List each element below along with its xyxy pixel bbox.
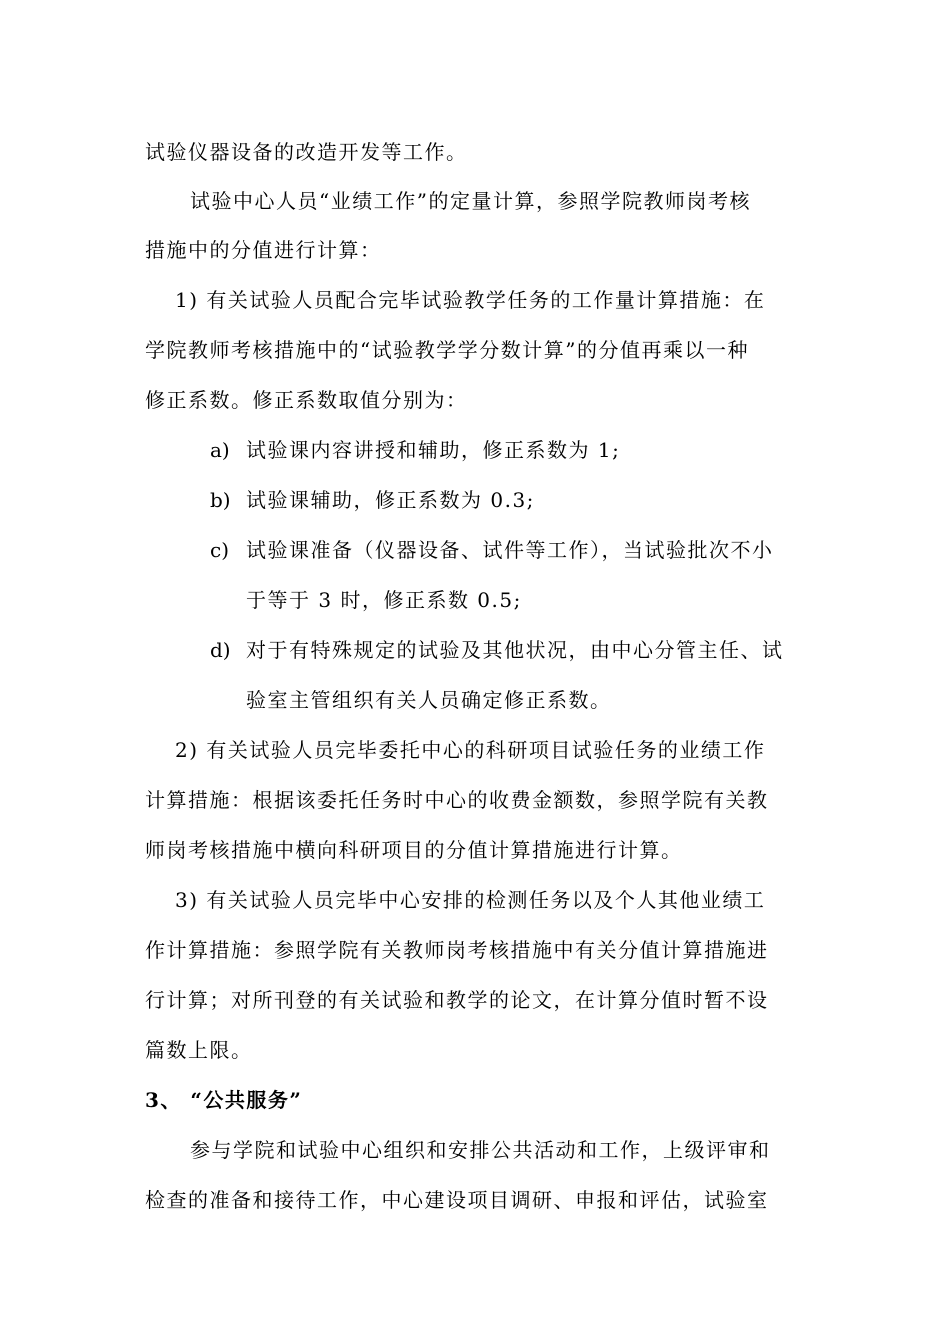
sublist-item-d-cont: 验室主管组织有关人员确定修正系数。 — [246, 688, 612, 712]
sublist-marker-a: a) — [210, 438, 230, 462]
list-item-3: 3) 有关试验人员完毕中心安排的检测任务以及个人其他业绩工 — [175, 888, 766, 912]
paragraph-line: 学院教师考核措施中的“试验教学学分数计算”的分值再乘以一种 — [145, 338, 749, 362]
paragraph-line: 修正系数。修正系数取值分别为： — [145, 388, 468, 412]
paragraph-line: 措施中的分值进行计算： — [145, 238, 382, 262]
section-heading: 3、 “公共服务” — [145, 1088, 303, 1112]
paragraph-line: 试验仪器设备的改造开发等工作。 — [145, 140, 468, 164]
paragraph-line: 计算措施：根据该委托任务时中心的收费金额数，参照学院有关教 — [145, 788, 769, 812]
sublist-item-b: 试验课辅助，修正系数为 0.3; — [246, 488, 535, 512]
sublist-item-c-cont: 于等于 3 时，修正系数 0.5; — [246, 588, 522, 612]
list-item-2: 2) 有关试验人员完毕委托中心的科研项目试验任务的业绩工作 — [175, 738, 766, 762]
list-item-1: 1) 有关试验人员配合完毕试验教学任务的工作量计算措施：在 — [175, 288, 766, 312]
paragraph-line: 参与学院和试验中心组织和安排公共活动和工作，上级评审和 — [190, 1138, 771, 1162]
sublist-marker-c: c) — [210, 538, 230, 562]
paragraph-line: 篇数上限。 — [145, 1038, 253, 1062]
paragraph-line: 检查的准备和接待工作，中心建设项目调研、申报和评估，试验室 — [145, 1188, 769, 1212]
sublist-marker-d: d) — [210, 638, 231, 662]
paragraph-line: 行计算；对所刊登的有关试验和教学的论文，在计算分值时暂不设 — [145, 988, 769, 1012]
paragraph-line: 作计算措施：参照学院有关教师岗考核措施中有关分值计算措施进 — [145, 938, 769, 962]
paragraph-line: 师岗考核措施中横向科研项目的分值计算措施进行计算。 — [145, 838, 683, 862]
sublist-item-d: 对于有特殊规定的试验及其他状况，由中心分管主任、试 — [246, 638, 784, 662]
sublist-item-c: 试验课准备（仪器设备、试件等工作），当试验批次不小 — [246, 538, 774, 562]
sublist-item-a: 试验课内容讲授和辅助，修正系数为 1; — [246, 438, 621, 462]
paragraph-line: 试验中心人员“业绩工作”的定量计算，参照学院教师岗考核 — [190, 189, 751, 213]
sublist-marker-b: b) — [210, 488, 231, 512]
